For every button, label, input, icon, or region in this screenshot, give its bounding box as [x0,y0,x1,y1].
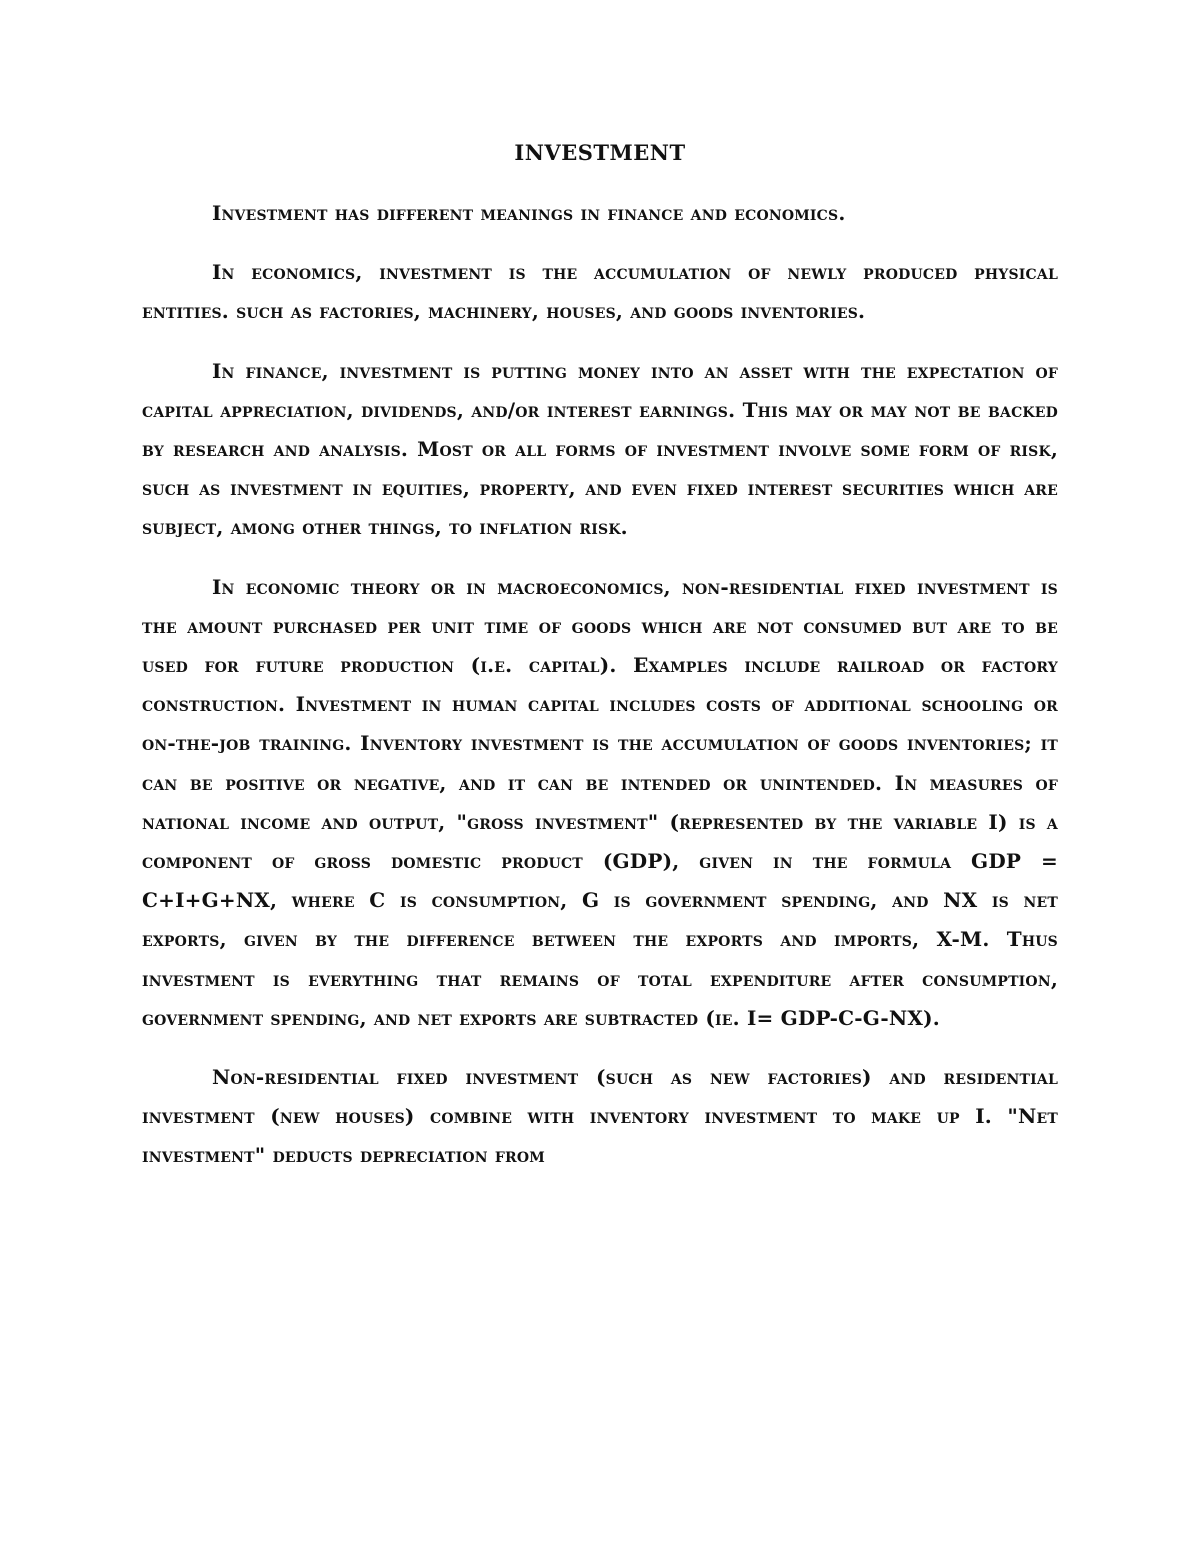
paragraph-economics: In economics, investment is the accumulation of newly produced physical entities. such as factories, machinery, houses, and goods inventories. [142,260,1058,324]
document-body [142,138,1058,1196]
document-title: INVESTMENT [514,140,686,165]
paragraph-intro: Investment has different meanings in finance and economics. [212,201,846,225]
paragraph-non-residential: Non-residential fixed investment (such as new factories) and residential investment (new houses) combine with inventory investment to make up I. "Net investment" deducts depreciation from [142,1065,1058,1168]
paragraph-finance: In finance, investment is putting money into an asset with the expectation of capital appreciation, dividends, and/or interest earnings. This may or may not be backed by research and analysis. Most or all forms of investment involve some form of risk, such as investment in equities, property, and even fixed interest securities which are subject, among other things, to inflation risk. [142,358,1058,540]
paragraph-economic-theory: In economic theory or in macroeconomics, non-residential fixed investment is the amount purchased per unit time of goods which are not consumed but are to be used for future production (i.e. capital). Examples include railroad or factory construction. Investment in human capital includes costs of additional schooling or on-the-job training. Inventory investment is the accumulation of goods inventories; it can be positive or negative, and it can be intended or unintended. In measures of national income and output, "gross investment" (represented by the variable I) is a component of gross domestic product (GDP), given in the formula GDP = C+I+G+NX, where C is consumption, G is government spending, and NX is net exports, given by the difference between the exports and imports, X-M. Thus investment is everything that remains of total expenditure after consumption, government spending, and net exports are subtracted (ie. I= GDP-C-G-NX). [142,574,1058,1030]
